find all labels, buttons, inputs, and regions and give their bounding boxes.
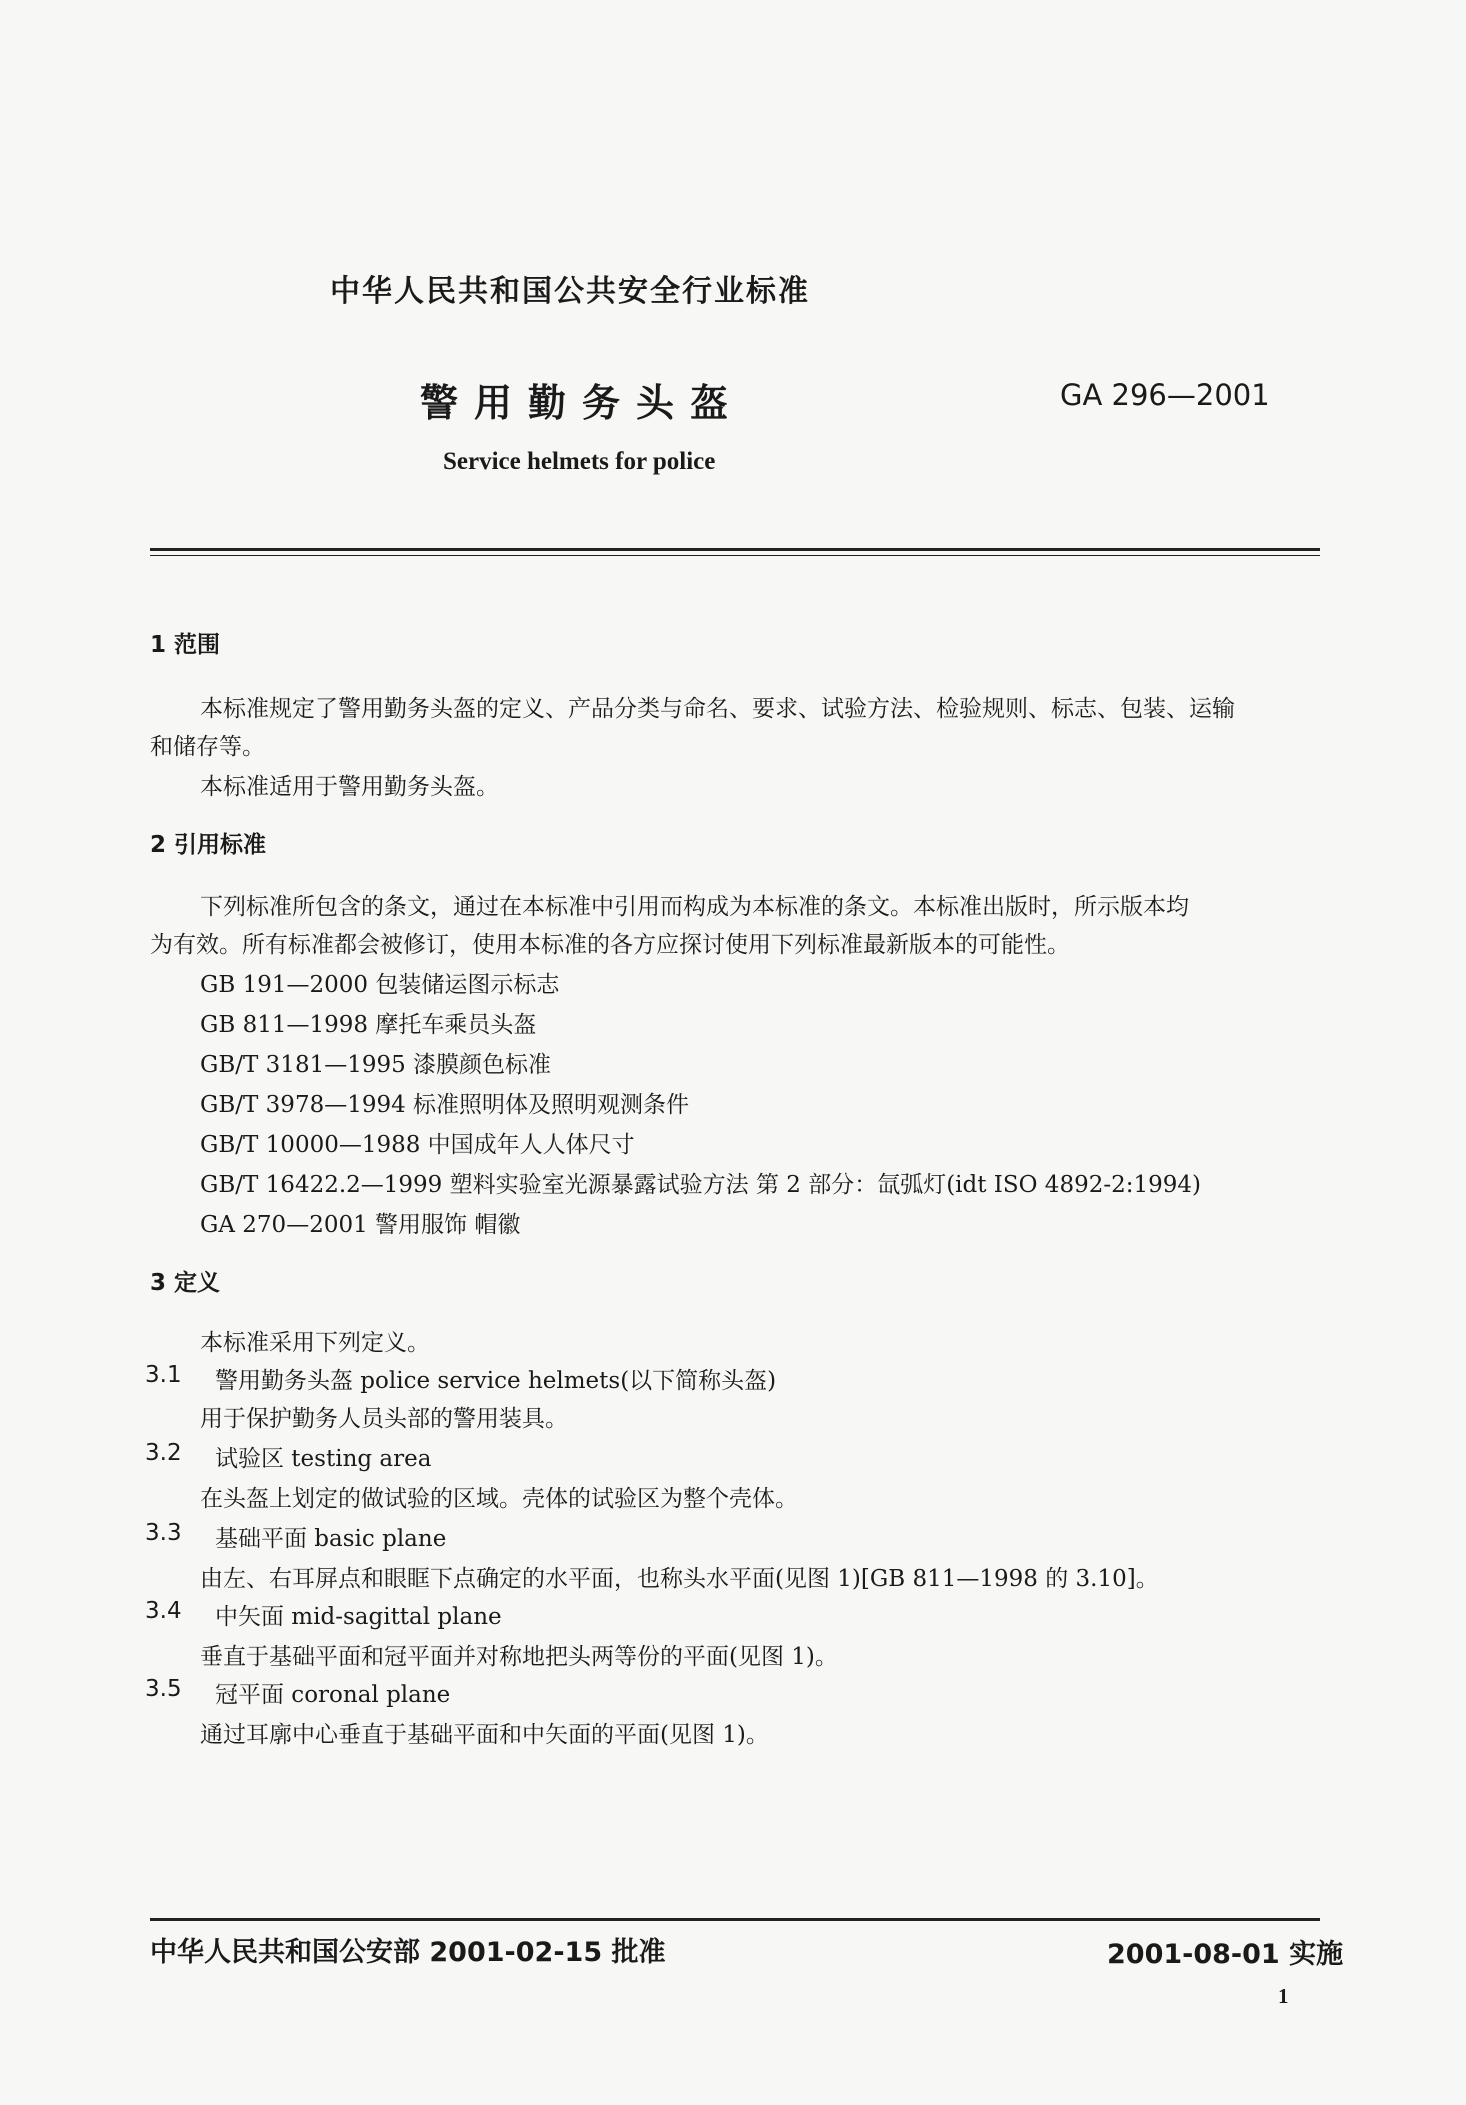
definition-number: 3.5	[145, 1676, 182, 1702]
reference-standard-item: GB 191—2000 包装储运图示标志	[200, 972, 560, 998]
definition-text: 用于保护勤务人员头部的警用装具。	[200, 1406, 568, 1432]
reference-standard-item: GA 270—2001 警用服饰 帽徽	[200, 1212, 521, 1238]
definition-text: 由左、右耳屏点和眼眶下点确定的水平面，也称头水平面(见图 1)[GB 811—1998 的 3.10]。	[200, 1566, 1159, 1592]
section-3-heading: 3 定义	[150, 1270, 221, 1296]
definition-term: 中矢面 mid-sagittal plane	[215, 1604, 502, 1630]
definition-text: 在头盔上划定的做试验的区域。壳体的试验区为整个壳体。	[200, 1486, 798, 1512]
reference-standard-item: GB/T 3978—1994 标准照明体及照明观测条件	[200, 1092, 690, 1118]
section-1-paragraph-1-line-2: 和储存等。	[150, 734, 265, 760]
definition-term: 基础平面 basic plane	[215, 1526, 447, 1552]
document-title-chinese: 警用勤务头盔	[420, 381, 745, 425]
header-rule-thin	[150, 555, 1320, 556]
definition-term: 警用勤务头盔 police service helmets(以下简称头盔)	[215, 1368, 777, 1394]
definition-number: 3.2	[145, 1440, 182, 1466]
definition-text: 垂直于基础平面和冠平面并对称地把头两等份的平面(见图 1)。	[200, 1644, 838, 1670]
page-number: 1	[1278, 1984, 1289, 2008]
section-1-paragraph-1-line-1: 本标准规定了警用勤务头盔的定义、产品分类与命名、要求、试验方法、检验规则、标志、包装、运输	[200, 696, 1235, 722]
header-rule	[150, 548, 1320, 551]
definition-text: 通过耳廓中心垂直于基础平面和中矢面的平面(见图 1)。	[200, 1722, 769, 1748]
reference-standard-item: GB/T 16422.2—1999 塑料实验室光源暴露试验方法 第 2 部分：氙弧灯(idt ISO 4892-2:1994)	[200, 1172, 1202, 1198]
footer-rule	[150, 1918, 1320, 1921]
definition-number: 3.4	[145, 1598, 182, 1624]
effective-date: 2001-08-01 实施	[1107, 1939, 1344, 1970]
section-3-intro: 本标准采用下列定义。	[200, 1330, 430, 1356]
section-2-paragraph-line-1: 下列标准所包含的条文，通过在本标准中引用而构成为本标准的条文。本标准出版时，所示版本均	[200, 894, 1189, 920]
reference-standard-item: GB 811—1998 摩托车乘员头盔	[200, 1012, 537, 1038]
document-title-english: Service helmets for police	[443, 448, 716, 475]
definition-term: 冠平面 coronal plane	[215, 1682, 451, 1708]
reference-standard-item: GB/T 3181—1995 漆膜颜色标准	[200, 1052, 552, 1078]
approval-date: 中华人民共和国公安部 2001-02-15 批准	[150, 1937, 666, 1968]
reference-standard-item: GB/T 10000—1988 中国成年人人体尺寸	[200, 1132, 635, 1158]
standard-code: GA 296—2001	[1060, 378, 1270, 412]
section-1-heading: 1 范围	[150, 632, 221, 658]
definition-term: 试验区 testing area	[215, 1446, 432, 1472]
section-1-paragraph-2: 本标准适用于警用勤务头盔。	[200, 774, 499, 800]
section-2-paragraph-line-2: 为有效。所有标准都会被修订，使用本标准的各方应探讨使用下列标准最新版本的可能性。	[150, 932, 1070, 958]
section-2-heading: 2 引用标准	[150, 832, 267, 858]
issuing-authority-heading: 中华人民共和国公共安全行业标准	[330, 274, 810, 309]
definition-number: 3.3	[145, 1520, 182, 1546]
definition-number: 3.1	[145, 1362, 182, 1388]
